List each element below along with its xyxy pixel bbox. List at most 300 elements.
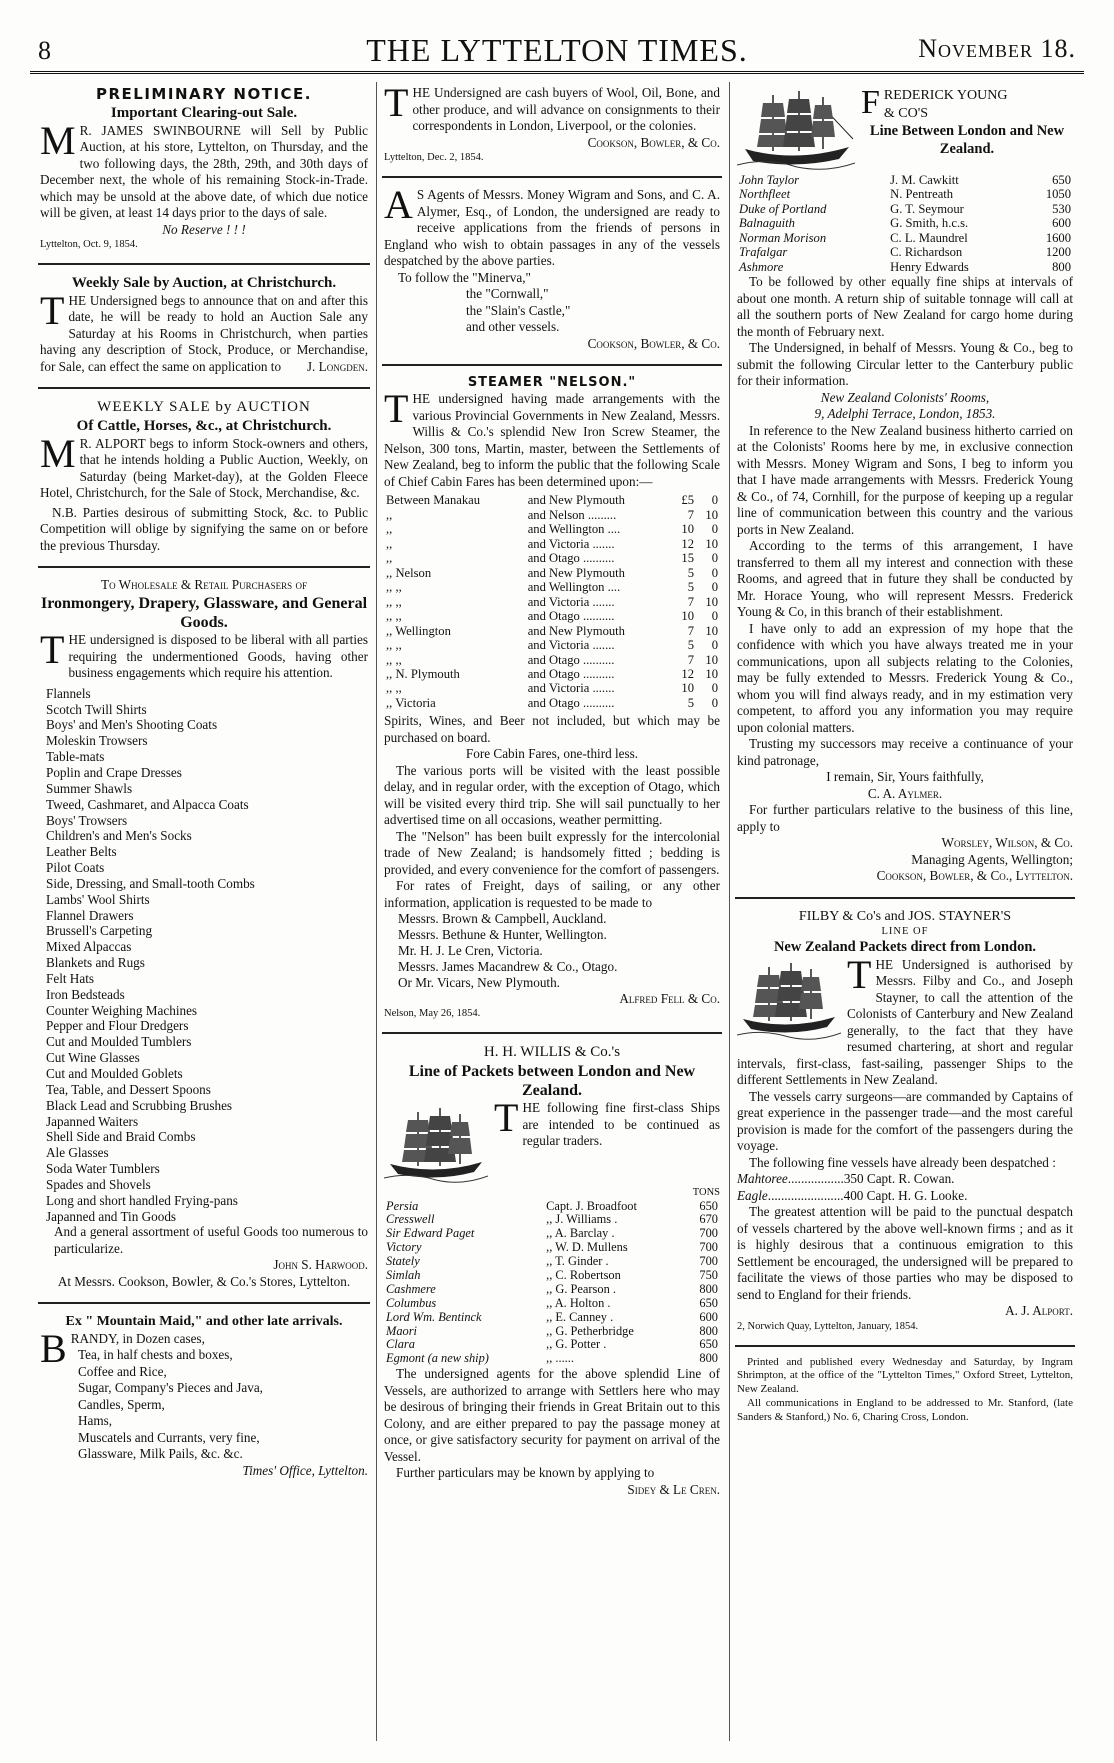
fare-to: and Victoria ....... — [527, 638, 615, 653]
fare-to: and New Plymouth — [527, 623, 625, 638]
page-number: 8 — [38, 36, 51, 65]
ad-paragraph: Trusting my successors may receive a continuance of your kind patronage, — [737, 736, 1073, 768]
fare-shillings: 0 — [711, 609, 718, 624]
fare-row — [384, 537, 720, 551]
ship-tons: 800 — [699, 1351, 718, 1366]
list-item: Hams, — [78, 1413, 113, 1429]
fare-row — [384, 653, 720, 667]
drop-cap: F — [861, 84, 880, 121]
ship-tons: 800 — [1052, 259, 1071, 274]
ship-row — [384, 1338, 720, 1352]
ship-row — [384, 1227, 720, 1241]
ship-captain: ,, A. Holton . — [546, 1295, 611, 1310]
fare-to: and Victoria ....... — [527, 536, 615, 551]
ad-body: HE undersigned is disposed to be liberal with all parties requiring the undermentioned Goods, having other business engagements which require his attention. — [68, 632, 368, 681]
fare-shillings: 0 — [711, 695, 718, 710]
goods-item: Counter Weighing Machines — [46, 1002, 198, 1018]
fare-pounds: 12 — [681, 536, 694, 551]
fare-to: and Victoria ....... — [527, 594, 615, 609]
fare-shillings: 0 — [711, 681, 718, 696]
ad-signature: A. J. Alport. — [1005, 1303, 1073, 1319]
fare-to: and Otago .......... — [527, 695, 615, 710]
filby-ship-list — [737, 1171, 1073, 1204]
fare-to: and Otago .......... — [527, 609, 615, 624]
ship-name: Ashmore — [739, 259, 784, 274]
contact-item: Mr. H. J. Le Cren, Victoria. — [398, 943, 543, 959]
fare-from: ,, Victoria — [386, 695, 436, 710]
ad-willis-packets — [382, 1040, 722, 1504]
fare-to: and Nelson ......... — [527, 507, 617, 522]
vessel-list — [384, 286, 720, 336]
ship-row — [737, 1171, 1073, 1188]
fare-shillings: 10 — [705, 652, 718, 667]
ad-paragraph: For further particulars relative to the business of this line, apply to — [737, 802, 1073, 834]
goods-item: Scotch Twill Shirts — [46, 701, 147, 717]
fare-row — [384, 595, 720, 609]
ad-cookson-buyers — [382, 82, 722, 170]
fare-pounds: 10 — [681, 609, 694, 624]
goods-item: Japanned Waiters — [46, 1113, 139, 1129]
goods-item: Side, Dressing, and Small-tooth Combs — [46, 875, 255, 891]
ad-paragraph: Fore Cabin Fares, one-third less. — [465, 746, 639, 762]
contact-item: Messrs. James Macandrew & Co., Otago. — [398, 958, 618, 974]
ad-subheading: Important Clearing-out Sale. — [110, 104, 298, 121]
goods-item: Moleskin Trowsers — [46, 733, 148, 749]
fare-shillings: 0 — [711, 493, 718, 508]
fare-shillings: 0 — [711, 522, 718, 537]
fare-pounds: 12 — [681, 667, 694, 681]
ship-tons: 1050 — [1045, 187, 1071, 202]
ad-dateline: 2, Norwich Quay, Lyttelton, January, 1854. — [737, 1320, 919, 1332]
ad-agent: Worsley, Wilson, & Co. — [941, 835, 1073, 851]
ad-paragraph: The Undersigned, in behalf of Messrs. Young & Co., beg to submit the following Circular letter to the Canterbury public for their information. — [737, 340, 1073, 389]
fare-row — [384, 580, 720, 594]
fare-row — [384, 681, 720, 695]
ad-heading: & CO'S — [883, 105, 929, 121]
goods-item: Cut Wine Glasses — [46, 1050, 140, 1066]
fare-shillings: 0 — [711, 551, 718, 566]
ship-captain: G. Smith, h.c.s. — [890, 216, 969, 231]
ad-paragraph: According to the terms of this arrangement, I have transferred to them all my interest and connection with these Rooms, and agreed that in future they shall be conducted by Mr. Horace Young, who will represent Messrs. Frederick Young & Co, in this branch of their establishment. — [737, 538, 1073, 620]
ad-body: HE following fine first-class Ships are intended to be continued as regular traders. — [522, 1100, 720, 1149]
ship-row — [384, 1269, 720, 1283]
goods-item: Cut and Moulded Goblets — [46, 1066, 183, 1081]
fare-pounds: 5 — [687, 565, 694, 580]
fare-shillings: 0 — [711, 638, 718, 653]
fare-pounds: 15 — [681, 551, 694, 566]
goods-item: Iron Bedsteads — [46, 986, 125, 1002]
column-rule — [729, 82, 730, 1741]
goods-item: Lambs' Wool Shirts — [46, 891, 150, 907]
contact-item: Messrs. Bethune & Hunter, Wellington. — [398, 927, 607, 943]
ad-body: HE Undersigned begs to announce that on and after this date, he will be ready to hold an Auction Sale any Saturday at his Rooms in Christchurch, when parties having any description of Stock, Produce, or Merchandise, for Sale, can effect the same on application to — [40, 292, 368, 374]
divider — [735, 1345, 1075, 1347]
goods-item: Felt Hats — [46, 970, 94, 986]
goods-list — [40, 686, 368, 1225]
fares-table — [384, 493, 720, 710]
imprint-printed: Printed and published every Wednesday and Saturday, by Ingram Shrimpton, at the office of the "Lyttelton Times," Oxford Street, Lyttelton, New Zealand. — [737, 1355, 1073, 1396]
fare-from: ,, — [386, 551, 393, 566]
ad-paragraph: In reference to the New Zealand business hitherto carried on at the Colonists' Rooms here by me, in exclusive connection with Messrs. Money Wigram and Sons, I beg to inform you that I have made arrangements with Messrs. Frederick Young & Co., of 74, Cornhill, for the purpose of keeping up a regular line of communication between this country and the various ports in New Zealand. — [737, 422, 1073, 537]
ad-wholesale — [38, 574, 370, 1296]
ad-paragraph: The greatest attention will be paid to the punctual despatch of vessels chartered by the above well-known firms ; and as it is highly desirous that a continuous emigration to this Settlement be encouraged, the undersigned will be prepared to facilitate the views of those parties who may be disposed to send to England for their friends. — [737, 1204, 1073, 1302]
fare-to: and Otago .......... — [527, 667, 615, 681]
ship-row — [384, 1311, 720, 1325]
fare-row — [384, 638, 720, 652]
fare-pounds: 7 — [687, 623, 694, 638]
ship-tons: 670 — [699, 1212, 718, 1227]
fare-from: ,, Wellington — [386, 623, 451, 638]
fare-pounds: 10 — [681, 681, 694, 696]
ship-captain: ,, G. Potter . — [546, 1337, 607, 1352]
fare-row — [384, 566, 720, 580]
ship-tons: 1200 — [1045, 245, 1071, 260]
ship-name: Eagle — [737, 1187, 768, 1203]
ad-signature: Sidey & Le Cren. — [627, 1481, 720, 1497]
drop-cap: M — [40, 430, 76, 476]
ship-name: Maori — [386, 1323, 417, 1338]
goods-item: Mixed Alpaccas — [46, 939, 132, 955]
drop-cap: M — [40, 117, 76, 163]
ad-paragraph: Spirits, Wines, and Beer not included, but which may be purchased on board. — [384, 713, 720, 745]
ad-follow: To follow the "Minerva," — [398, 269, 531, 285]
ship-name: Clara — [386, 1337, 415, 1352]
fare-row — [384, 551, 720, 565]
fare-from: ,, ,, — [386, 580, 402, 595]
fare-to: and Victoria ....... — [527, 681, 615, 696]
ad-signature: Alfred Fell & Co. — [619, 990, 720, 1006]
ad-body: HE Undersigned are cash buyers of Wool, Oil, Bone, and other produce, and will advance on consignments to their correspondents in London, Liverpool, or the colonies. — [412, 85, 720, 133]
ad-signature: John S. Harwood. — [273, 1257, 368, 1273]
ship-tons: 1600 — [1045, 230, 1071, 245]
ship-tons: 600 — [1052, 216, 1071, 231]
vessel-item: and other vessels. — [466, 319, 560, 335]
ship-tons: 650 — [699, 1198, 718, 1213]
drop-cap: T — [494, 1095, 519, 1141]
goods-item: Leather Belts — [46, 844, 117, 860]
fare-row — [384, 508, 720, 522]
goods-item: Japanned and Tin Goods — [46, 1208, 177, 1224]
ad-heading: Ex " Mountain Maid," and other late arrivals. — [65, 1314, 343, 1330]
ad-weekly-sale — [38, 271, 370, 381]
ship-name: Mahtoree — [737, 1171, 788, 1187]
ad-signature: Cookson, Bowler, & Co. — [587, 335, 720, 351]
imprint — [735, 1353, 1075, 1431]
imprint-communications: All communications in England to be addressed to Mr. Stanford, (late Sanders & Stanford,) No. 6, Charing Cross, London. — [737, 1396, 1073, 1423]
goods-item: Tea, Table, and Dessert Spoons — [46, 1081, 211, 1097]
ship-row — [384, 1283, 720, 1297]
goods-item: Ale Glasses — [46, 1145, 109, 1161]
ship-captain: ,, T. Ginder . — [546, 1254, 609, 1269]
ship-name: Stately — [386, 1254, 420, 1269]
ship-name: Persia — [386, 1198, 419, 1213]
ad-body: R. JAMES SWINBOURNE will Sell by Public Auction, at his store, Lyttelton, on Thursday, and the two following days, the 28th, 29th, and 30th days of December next, the whole of his remaining Stock-in-Trade. which may be unsold at the above date, of which due notice will be given, at least 14 days prior to the days of sale. — [40, 122, 368, 220]
ad-signature: C. A. Aylmer. — [867, 785, 943, 801]
divider — [38, 263, 370, 265]
ship-captain: ,, A. Barclay . — [546, 1226, 615, 1241]
ship-row — [384, 1297, 720, 1311]
goods-item: Flannel Drawers — [46, 907, 134, 923]
divider — [382, 176, 722, 178]
vessel-item: the "Slain's Castle," — [466, 302, 571, 318]
tons-label: TONS — [692, 1187, 720, 1199]
goods-item: Blankets and Rugs — [46, 955, 145, 971]
ship-captain: Henry Edwards — [890, 259, 969, 274]
fare-from: ,, — [386, 522, 393, 537]
ship-captain: ,, W. D. Mullens — [546, 1240, 628, 1255]
fare-from: ,, ,, — [386, 609, 402, 624]
ship-row — [384, 1241, 720, 1255]
ship-tons: 700 — [699, 1240, 718, 1255]
fare-pounds: 7 — [687, 652, 694, 667]
ship-tons: 700 — [699, 1254, 718, 1269]
fare-pounds: 10 — [681, 522, 694, 537]
contact-item: Or Mr. Vicars, New Plymouth. — [398, 974, 560, 990]
ad-closing: And a general assortment of useful Goods too numerous to particularize. — [54, 1224, 368, 1256]
fare-shillings: 10 — [705, 594, 718, 609]
fare-from: ,, — [386, 536, 393, 551]
ad-subheading: Line Between London and New Zealand. — [869, 123, 1065, 158]
issue-date: November 18. — [918, 34, 1076, 63]
ship-captain: ,, C. Robertson — [546, 1267, 621, 1282]
goods-item: Poplin and Crape Dresses — [46, 764, 182, 780]
ad-paragraph: The undersigned agents for the above splendid Line of Vessels, are authorized to arrange with Settlers here who may be desirous of bringing their friends in Great Britain out to this Colony, and are either prepared to pay the passage money at once, or give satisfactory security for payment on arrival of the Vessel. — [384, 1366, 720, 1464]
ad-filby-stayner — [735, 905, 1075, 1339]
ad-address: 9, Adelphi Terrace, London, 1853. — [814, 406, 996, 422]
list-item: Sugar, Company's Pieces and Java, — [78, 1380, 263, 1396]
ad-heading: Ironmongery, Drapery, Glassware, and General Goods. — [40, 594, 368, 632]
ad-body: R. ALPORT begs to inform Stock-owners and others, that he intends holding a Public Auction, Weekly, on Saturday (being Market-day), at the Golden Fleece Hotel, Christchurch, for the Sale of Stock, Merchandise, &c. — [40, 435, 368, 501]
young-ship-table — [737, 173, 1073, 274]
ship-tons: 650 — [699, 1337, 718, 1352]
ship-name: John Taylor — [739, 173, 800, 187]
ad-heading: PRELIMINARY NOTICE. — [96, 85, 312, 103]
ad-paragraph: The "Nelson" has been built expressly for the intercolonial trade of New Zealand; is handsomely fitted ; bedding is provided, and every convenience for the comfort of passengers. — [384, 828, 720, 877]
drop-cap: T — [847, 951, 872, 997]
fare-pounds: £5 — [681, 493, 694, 508]
ship-captain: ,, G. Petherbridge — [546, 1323, 634, 1338]
ship-name: Columbus — [386, 1295, 437, 1310]
goods-item: Tweed, Cashmaret, and Alpacca Coats — [46, 796, 249, 812]
fare-row — [384, 667, 720, 681]
list-item: Candles, Sperm, — [78, 1396, 165, 1412]
divider — [38, 1302, 370, 1304]
goods-item: Flannels — [46, 685, 91, 701]
ship-tons: 650 — [1052, 173, 1071, 187]
ad-dateline: Lyttelton, Oct. 9, 1854. — [40, 239, 138, 250]
ad-first-line: RANDY, in Dozen cases, — [70, 1330, 205, 1346]
fare-shillings: 10 — [705, 507, 718, 522]
fare-pounds: 5 — [687, 638, 694, 653]
drop-cap: B — [40, 1325, 67, 1371]
ad-intro: To Wholesale & Retail Purchasers of — [101, 577, 307, 593]
drop-cap: T — [384, 82, 409, 125]
ad-heading: WEEKLY SALE by AUCTION — [97, 399, 311, 416]
divider — [382, 1032, 722, 1034]
goods-item: Table-mats — [46, 749, 105, 765]
ship-name: Duke of Portland — [739, 201, 827, 216]
ad-subheading: New Zealand Packets direct from London. — [773, 939, 1037, 956]
goods-item: Pepper and Flour Dredgers — [46, 1018, 189, 1034]
ship-tons: 650 — [699, 1295, 718, 1310]
ad-heading: STEAMER "NELSON." — [467, 375, 637, 391]
list-item: Glassware, Milk Pails, &c. &c. — [78, 1446, 243, 1462]
list-item: Muscatels and Currants, very fine, — [78, 1429, 260, 1445]
ship-tons: 800 — [699, 1281, 718, 1296]
fare-row — [384, 493, 720, 507]
ad-heading: REDERICK YOUNG — [883, 88, 1008, 103]
ad-preliminary-notice — [38, 82, 370, 257]
sailing-ship-illustration — [384, 1102, 488, 1184]
ship-row — [737, 216, 1073, 230]
goods-item: Shell Side and Braid Combs — [46, 1129, 196, 1145]
ship-detail: .................350 Capt. R. Cowan. — [787, 1171, 955, 1187]
ship-captain: ,, G. Pearson . — [546, 1281, 616, 1296]
masthead — [30, 30, 1084, 74]
ship-tons: 700 — [699, 1226, 718, 1241]
goods-item: Boys' and Men's Shooting Coats — [46, 717, 218, 733]
sailing-ship-illustration — [737, 959, 841, 1041]
fare-row — [384, 522, 720, 536]
ad-paragraph: The vessels carry surgeons—are commanded by Captains of great experience in the passenger trade—and the most careful provision is made for the comfort of the passengers during the voyage. — [737, 1088, 1073, 1154]
ad-signature: Times' Office, Lyttelton. — [242, 1462, 368, 1478]
fare-to: and Wellington .... — [527, 580, 621, 595]
goods-item: Spades and Shovels — [46, 1176, 151, 1192]
fare-from: ,, ,, — [386, 638, 402, 653]
goods-item: Cut and Moulded Tumblers — [46, 1034, 192, 1050]
ship-row — [737, 202, 1073, 216]
goods-item: Long and short handled Frying-pans — [46, 1192, 238, 1208]
ship-row — [737, 260, 1073, 274]
fare-shillings: 10 — [705, 536, 718, 551]
ship-captain: ,, E. Canney . — [546, 1309, 614, 1324]
ship-name: Trafalgar — [739, 245, 788, 260]
ship-row — [384, 1352, 720, 1366]
drop-cap: T — [40, 627, 65, 673]
drop-cap: A — [384, 182, 413, 228]
ship-name: Northfleet — [739, 187, 791, 202]
goods-item: Children's and Men's Socks — [46, 828, 192, 844]
ad-frederick-young — [735, 82, 1075, 891]
fare-pounds: 5 — [687, 580, 694, 595]
ad-subheading: Line of Packets between London and New Zealand. — [408, 1063, 696, 1100]
ad-alport-sale — [38, 395, 370, 560]
fare-to: and New Plymouth — [527, 565, 625, 580]
goods-item: Pilot Coats — [46, 860, 105, 876]
ad-body: S Agents of Messrs. Money Wigram and Sons, and C. A. Alymer, Esq., of London, the undersigned are ready to receive applications from the friends of persons in England who wish to obtain passages in any of the vessels despatched by the above parties. — [384, 187, 720, 269]
ship-captain: ,, ...... — [546, 1351, 574, 1366]
fare-to: and Otago .......... — [527, 652, 615, 667]
ship-row — [737, 173, 1073, 187]
ship-row — [384, 1213, 720, 1227]
fare-from: ,, — [386, 507, 393, 522]
column-2 — [382, 82, 722, 1741]
fare-from: Between Manakau — [386, 493, 481, 508]
fare-from: ,, ,, — [386, 681, 402, 696]
ad-wigram-agents — [382, 184, 722, 358]
ship-name: Balnaguith — [739, 216, 795, 231]
fare-from: ,, ,, — [386, 594, 402, 609]
goods-item: Boys' Trowsers — [46, 812, 128, 828]
ship-tons: 800 — [699, 1323, 718, 1338]
list-item: Tea, in half chests and boxes, — [78, 1347, 233, 1363]
ad-agent: Cookson, Bowler, & Co., Lyttelton. — [876, 868, 1073, 884]
ad-paragraph: I have only to add an expression of my hope that the confidence with which you have always treated me in your communications, upon all subjects relating to the Colonies, may be fully extended to Messrs. Frederick Young & Co., whom you will find always ready, and in my estimation very competent, to afford you any information you may require upon colonial matters. — [737, 620, 1073, 735]
fare-from: ,, N. Plymouth — [386, 667, 460, 681]
ship-row — [737, 231, 1073, 245]
ad-heading: FILBY & Co's and JOS. STAYNER'S — [798, 908, 1012, 924]
ship-row — [737, 245, 1073, 259]
fare-shillings: 0 — [711, 580, 718, 595]
ad-signature: J. Longden. — [306, 358, 368, 374]
fare-shillings: 10 — [705, 667, 718, 681]
ad-body: HE undersigned having made arrangements with the various Provincial Governments in New Zealand, Messrs. Willis & Co.'s splendid New Iron Screw Steamer, the Nelson, 300 tons, Martin, master, between the Settlements of New Zealand, beg to inform the public that the following Scale of Chief Cabin Fares has been determined upon:— — [384, 391, 720, 489]
ad-paragraph: For rates of Freight, days of sailing, or any other information, application is requested to be made to — [384, 878, 720, 910]
fare-pounds: 7 — [687, 507, 694, 522]
list-item: Coffee and Rice, — [78, 1363, 167, 1379]
ship-name: Victory — [386, 1240, 422, 1255]
ship-captain: J. M. Cawkitt — [890, 173, 959, 187]
ad-brandy — [38, 1310, 370, 1485]
fare-row — [384, 609, 720, 623]
goods-item: Summer Shawls — [46, 780, 133, 796]
fare-to: and New Plymouth — [527, 493, 625, 508]
ad-paragraph: To be followed by other equally fine ships at intervals of about one month. A return ship of suitable tonnage will call at all the southern ports of New Zealand for cargo home during the month of February next. — [737, 274, 1073, 339]
ad-agent: Managing Agents, Wellington; — [911, 851, 1073, 867]
fare-to: and Otago .......... — [527, 551, 615, 566]
divider — [735, 897, 1075, 899]
ad-tagline: No Reserve ! ! ! — [162, 221, 246, 237]
ad-body: HE Undersigned is authorised by Messrs. Filby and Co., and Joseph Stayner, to call the attention of the Colonists of Canterbury and New Zealand generally, to the fact that they have resumed chartering, at short and regular intervals, first-class, fast-sailing, passenger Ships to the different Settlements in New Zealand. — [737, 956, 1073, 1088]
ad-heading: H. H. WILLIS & Co.'s — [483, 1044, 621, 1061]
sailing-ship-illustration — [737, 87, 855, 171]
ship-row — [384, 1325, 720, 1339]
fare-row — [384, 624, 720, 638]
ship-name: Egmont (a new ship) — [386, 1351, 489, 1366]
divider — [38, 387, 370, 389]
column-rule — [376, 82, 377, 1741]
ship-row — [737, 187, 1073, 201]
goods-item: Black Lead and Scrubbing Brushes — [46, 1097, 233, 1113]
ship-name: Norman Morison — [739, 230, 827, 245]
drop-cap: T — [40, 287, 65, 333]
ship-row — [384, 1255, 720, 1269]
ship-captain: G. T. Seymour — [890, 201, 964, 216]
fare-from: ,, Nelson — [386, 565, 432, 580]
fare-row — [384, 696, 720, 710]
ship-captain: C. Richardson — [890, 245, 963, 260]
ad-lineof: LINE OF — [881, 926, 929, 938]
fare-to: and Wellington .... — [527, 522, 621, 537]
ad-dateline: Nelson, May 26, 1854. — [384, 1008, 481, 1020]
newspaper-title: THE LYTTELTON TIMES. — [366, 32, 748, 68]
ad-closing: I remain, Sir, Yours faithfully, — [826, 769, 984, 785]
ship-row — [737, 1188, 1073, 1205]
drop-cap: T — [384, 386, 409, 432]
ship-name: Lord Wm. Bentinck — [386, 1309, 482, 1324]
goods-item: Brussell's Carpeting — [46, 923, 153, 939]
fare-shillings: 10 — [705, 623, 718, 638]
ad-heading: Weekly Sale by Auction, at Christchurch. — [71, 275, 337, 292]
ship-name: Sir Edward Paget — [386, 1226, 475, 1241]
ship-tons: 750 — [699, 1267, 718, 1282]
ad-location: At Messrs. Cookson, Bowler, & Co.'s Stores, Lyttelton. — [57, 1273, 351, 1289]
contact-item: Messrs. Brown & Campbell, Auckland. — [398, 911, 607, 927]
goods-item: Soda Water Tumblers — [46, 1161, 160, 1177]
fare-from: ,, ,, — [386, 652, 402, 667]
ad-note: N.B. Parties desirous of submitting Stock, &c. to Public Competition will oblige by signifying the same on or before the previous Thursday. — [40, 504, 368, 553]
ship-name: Cashmere — [386, 1281, 436, 1296]
